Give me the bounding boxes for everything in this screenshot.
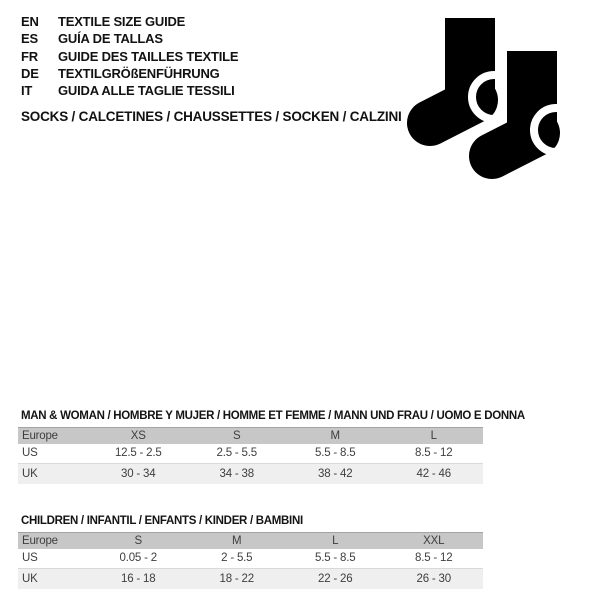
children-header-row [18,533,483,549]
column-header: L [332,534,339,547]
region-cell: US [22,447,38,460]
region-cell: UK [22,572,38,585]
category-heading: SOCKS / CALCETINES / CHAUSSETTES / SOCKEN / CALZINI [21,109,402,124]
table-row-us [18,549,483,569]
size-cell: 8.5 - 12 [415,447,453,460]
size-cell: 30 - 34 [121,467,156,480]
language-row [21,48,238,65]
table-row-us [18,444,483,464]
column-header: S [134,534,142,547]
size-cell: 5.5 - 8.5 [315,447,356,460]
adults-size-table [18,427,483,484]
language-row [21,13,238,30]
language-code: FR [21,48,38,64]
size-cell: 2.5 - 5.5 [216,447,257,460]
region-cell: US [22,552,38,565]
size-cell: 22 - 26 [318,572,353,585]
language-code: ES [21,31,38,47]
language-row [21,82,238,99]
size-cell: 8.5 - 12 [415,552,453,565]
size-cell: 12.5 - 2.5 [114,447,162,460]
language-label: GUÍA DE TALLAS [58,31,163,47]
column-header: M [330,429,340,442]
size-cell: 16 - 18 [121,572,156,585]
column-header: XS [130,429,146,442]
socks-icon [395,12,585,184]
column-header: Europe [22,534,58,547]
column-header: XXL [423,534,445,547]
size-cell: 34 - 38 [219,467,254,480]
language-code: EN [21,14,39,29]
language-label: TEXTILE SIZE GUIDE [58,14,186,29]
size-cell: 2 - 5.5 [221,552,253,565]
size-cell: 18 - 22 [219,572,254,585]
adults-header-row [18,428,483,444]
children-size-table [18,532,483,589]
sock-back [430,18,516,123]
children-table-title: CHILDREN / INFANTIL / ENFANTS / KINDER / BAMBINI [21,515,303,527]
column-header: S [233,429,241,442]
language-list [21,13,238,99]
size-cell: 26 - 30 [416,572,451,585]
region-cell: UK [22,467,38,480]
size-cell: 5.5 - 8.5 [315,552,356,565]
column-header: L [430,429,437,442]
size-cell: 38 - 42 [318,467,353,480]
language-row [21,30,238,47]
table-row-uk [18,464,483,484]
sock-front [492,51,578,156]
adults-table-title: MAN & WOMAN / HOMBRE Y MUJER / HOMME ET FEMME / MANN UND FRAU / UOMO E DONNA [21,410,525,422]
size-cell: 42 - 46 [416,467,451,480]
table-row-uk [18,569,483,589]
language-label: GUIDA ALLE TAGLIE TESSILI [58,83,235,99]
column-header: Europe [22,429,58,442]
size-cell: 0.05 - 2 [119,552,157,565]
language-row [21,65,238,82]
language-code: IT [21,83,33,99]
column-header: M [232,534,242,547]
language-code: DE [21,65,39,81]
language-label: GUIDE DES TAILLES TEXTILE [58,48,239,64]
language-label: TEXTILGRÖßENFÜHRUNG [58,65,220,81]
